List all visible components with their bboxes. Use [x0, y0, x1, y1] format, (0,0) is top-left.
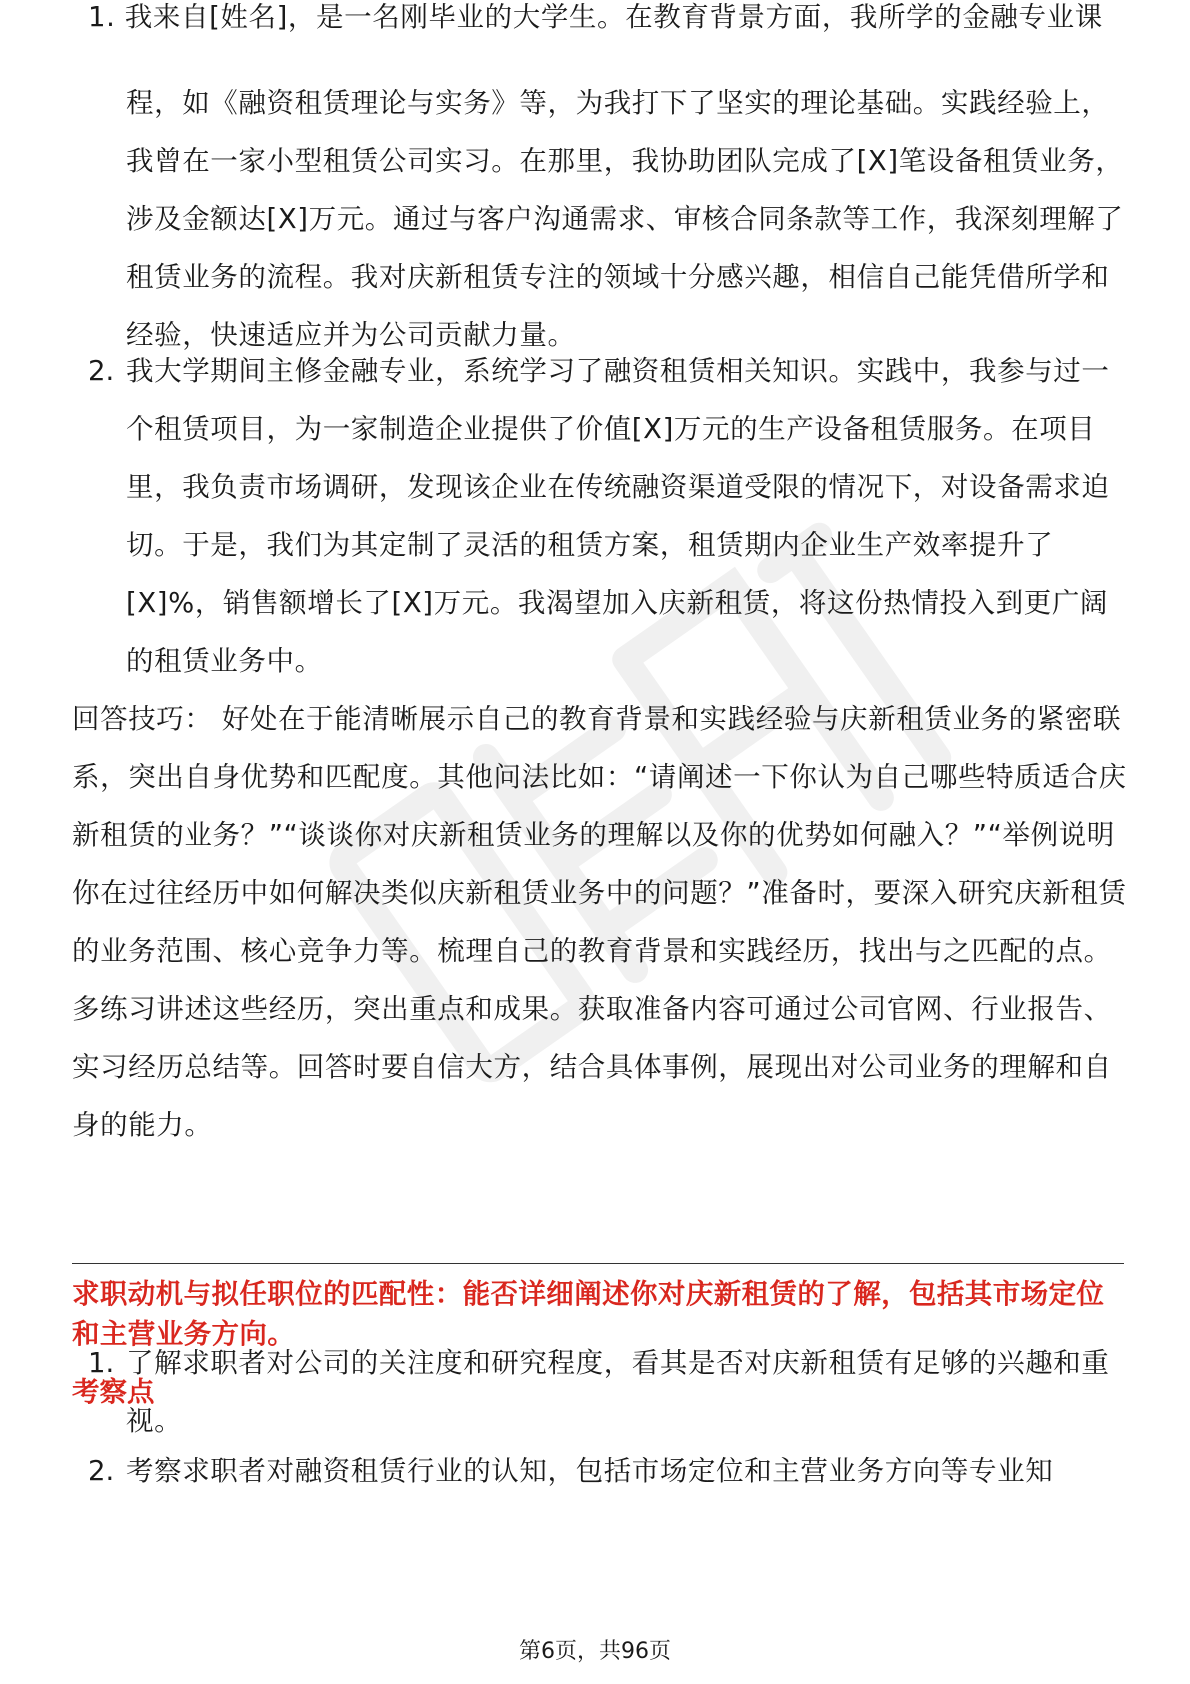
partial-list-item-1-top-line: [88, 1, 1128, 62]
section-divider: [72, 1263, 1124, 1264]
list-item-2-number: 2.: [88, 355, 115, 387]
point-1-text: 了解求职者对公司的关注度和研究程度，看其是否对庆新租赁有足够的兴趣和重视。: [126, 1347, 1110, 1437]
list-item-1-continued: 程，如《融资租赁理论与实务》等，为我打下了坚实的理论基础。实践经验上，我曾在一家小型租赁公司实习。在那里，我协助团队完成了[X]笔设备租赁业务，涉及金额达[X]万元。通过与客户沟通需求、审核合同条款等工作，我深刻理解了租赁业务的流程。我对庆新租赁专注的领域十分感兴趣，相信自己能凭借所学和经验，快速适应并为公司贡献力量。: [126, 87, 1124, 351]
partial-line-text: 1. 我来自[姓名]，是一名刚毕业的大学生。在教育背景方面，我所学的金融专业课: [88, 1, 1103, 33]
page-footer: 第6页，共96页: [519, 1639, 671, 1664]
assessment-points-heading: 考察点: [72, 1376, 155, 1408]
question-title: 求职动机与拟任职位的匹配性：能否详细阐述你对庆新租赁的了解，包括其市场定位和主营业务方向。: [72, 1278, 1105, 1350]
point-1-number: 1.: [88, 1347, 115, 1379]
list-item-2-text: 我大学期间主修金融专业，系统学习了融资租赁相关知识。实践中，我参与过一个租赁项目，为一家制造企业提供了价值[X]万元的生产设备租赁服务。在项目里，我负责市场调研，发现该企业在传统融资渠道受限的情况下，对设备需求迫切。于是，我们为其定制了灵活的租赁方案，租赁期内企业生产效率提升了[X]%，销售额增长了[X]万元。我渴望加入庆新租赁，将这份热情投入到更广阔的租赁业务中。: [126, 355, 1110, 677]
answer-tip-paragraph: 回答技巧： 好处在于能清晰展示自己的教育背景和实践经验与庆新租赁业务的紧密联系，突出自身优势和匹配度。其他问法比如：“请阐述一下你认为自己哪些特质适合庆新租赁的业务？”“谈谈你对庆新租赁业务的理解以及你的优势如何融入？”“举例说明你在过往经历中如何解决类似庆新租赁业务中的问题？”准备时，要深入研究庆新租赁的业务范围、核心竞争力等。梳理自己的教育背景和实践经历，找出与之匹配的点。多练习讲述这些经历，突出重点和成果。获取准备内容可通过公司官网、行业报告、实习经历总结等。回答时要自信大方，结合具体事例，展现出对公司业务的理解和自身的能力。: [72, 703, 1127, 1141]
point-2-number: 2.: [88, 1455, 115, 1487]
point-2-text: 考察求职者对融资租赁行业的认知，包括市场定位和主营业务方向等专业知: [126, 1455, 1054, 1487]
